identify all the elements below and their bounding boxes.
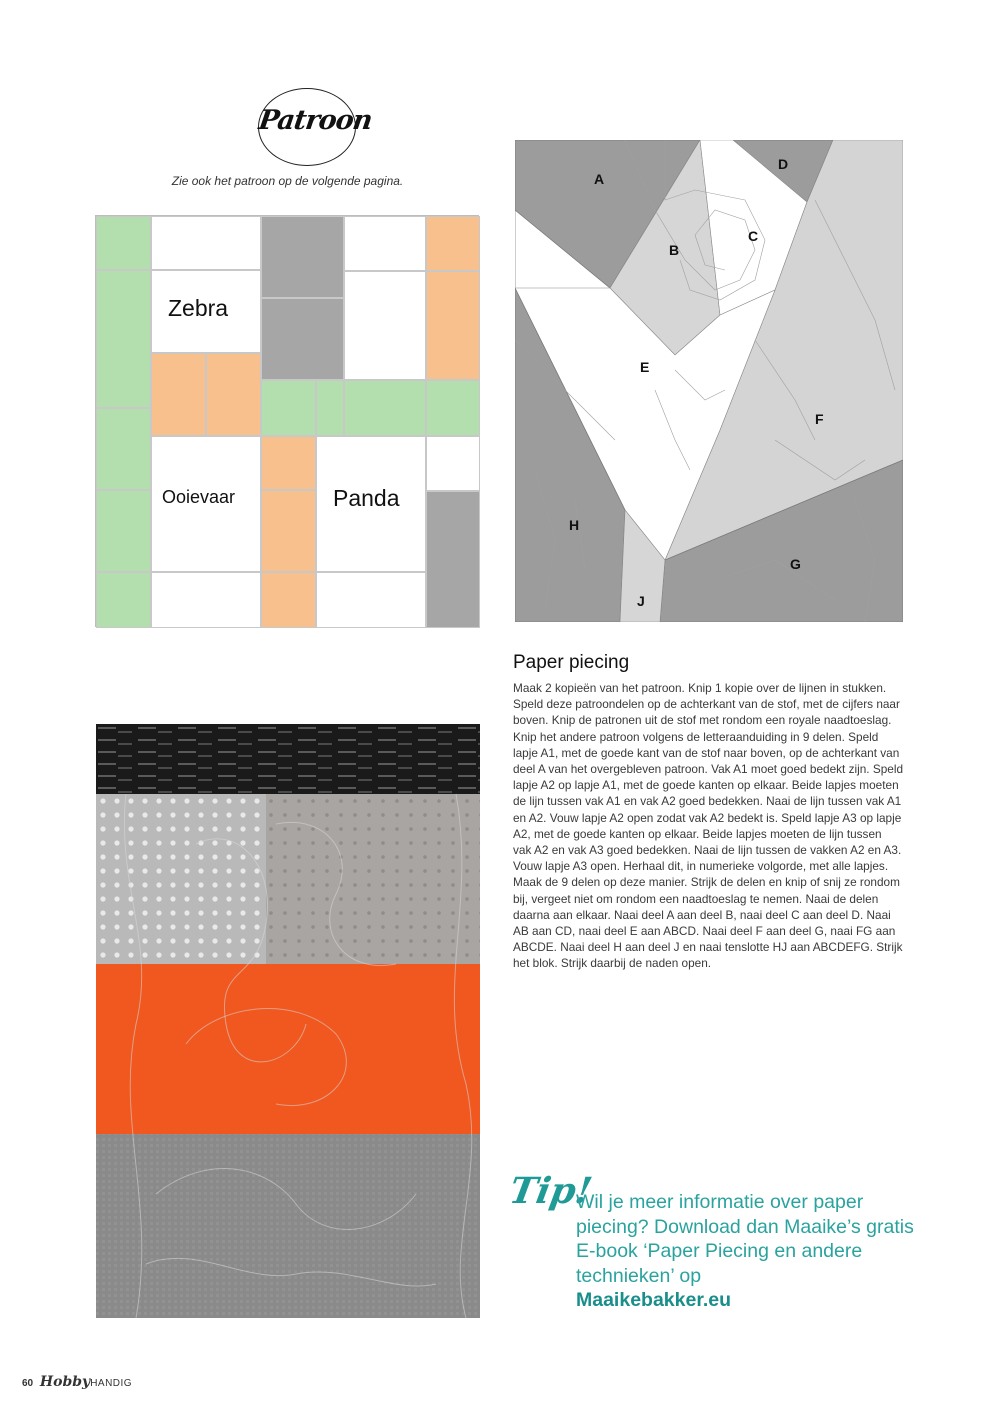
quilt-cell xyxy=(96,270,151,408)
quilt-cell xyxy=(344,271,426,380)
photo-band-dots-dark xyxy=(266,794,480,964)
piece-label: H xyxy=(569,517,580,533)
photo-band-black xyxy=(96,724,480,794)
quilt-cell xyxy=(96,572,151,628)
piece-label: G xyxy=(790,556,801,572)
piece-label: F xyxy=(815,411,824,427)
quilt-cell xyxy=(261,380,316,436)
panda-label: Panda xyxy=(333,485,400,511)
photo-band-gray xyxy=(96,1134,480,1318)
paper-piecing-heading: Paper piecing xyxy=(513,652,630,673)
quilt-cell xyxy=(96,408,151,490)
paper-piecing-instructions: Maak 2 kopieën van het patroon. Knip 1 kopie over de lijnen in stukken. Speld deze patroondelen op de achterkant van de stof, met de cijfers naar boven. Knip de patronen uit de stof met rondom een royale naadtoeslag. Knip het andere patroon volgens de letteraanduiding in 9 delen. Speld lapje A1, met de goede kant van de stof naar boven, op de achterkant van deel A van het overgebleven patroon. Vak A1 moet goed bedekt zijn. Speld lapje A2 op lapje A1, met de goede kanten op elkaar. Beide lapjes moeten de lijn tussen vak A1 en vak A2 goed bedekken. Naai de lijn tussen vak A1 en A2. Vouw lapje A2 open zodat vak A2 bedekt is. Speld lapje A3 op lapje A2, met de goede kanten op elkaar. Beide lapjes moeten de lijn tussen vak A2 en vak A3 goed bedekken. Naai de lijn tussen de vakken A2 en A3. Vouw lapje A3 open. Herhaal dit, in numerieke volgorde, met alle lapjes. Maak de 9 delen op deze manier. Strijk de delen en knip of snij ze rondom bij, vergeet niet om rondom een naadtoeslag te nemen. Naai de delen daarna aan elkaar. Naai deel A aan deel B, naai deel C aan deel D. Naai AB aan CD, naai deel E aan ABCD. Naai deel F aan deel G, naai FG aan ABCDE. Naai deel H aan deel J en naai tenslotte HJ aan ABCDEFG. Strijk het blok. Strijk daarbij de naden open. xyxy=(513,681,904,971)
quilt-block-photo xyxy=(96,724,480,1318)
piece-label: E xyxy=(640,359,650,375)
quilt-cell xyxy=(344,380,426,436)
quilt-cell xyxy=(261,572,316,628)
piece-label: A xyxy=(594,171,605,187)
quilt-cell xyxy=(96,216,151,270)
quilt-cell xyxy=(426,216,480,271)
photo-band-orange xyxy=(96,964,480,1134)
quilt-cell xyxy=(261,298,344,380)
quilt-cell xyxy=(426,436,480,491)
quilt-layout-diagram xyxy=(95,215,479,627)
magazine-logo-bold: Hobby xyxy=(39,1374,91,1390)
quilt-cell xyxy=(261,436,316,490)
badge-title: Patroon xyxy=(256,105,374,136)
page-number: 60 xyxy=(22,1378,34,1389)
piece-label: C xyxy=(748,228,759,244)
quilt-cell xyxy=(261,490,316,572)
quilt-cell xyxy=(261,216,344,298)
quilt-cell xyxy=(426,491,480,628)
quilt-cell xyxy=(151,216,261,270)
tip-link[interactable]: Maaikebakker.eu xyxy=(576,1289,732,1311)
quilt-cell xyxy=(316,572,426,628)
quilt-cell xyxy=(96,490,151,572)
quilt-cell xyxy=(344,216,426,271)
tip-label: Tip! xyxy=(506,1170,596,1212)
quilt-cell xyxy=(151,572,261,628)
ooievaar-label: Ooievaar xyxy=(162,487,236,507)
patroon-badge xyxy=(256,88,374,166)
piece-label: J xyxy=(637,593,645,609)
piece-label: B xyxy=(669,242,680,258)
pattern-subtitle: Zie ook het patroon op de volgende pagina. xyxy=(171,174,404,188)
quilt-cell xyxy=(426,380,480,436)
quilt-cell xyxy=(151,353,206,436)
photo-band-dots xyxy=(96,794,266,964)
tip-body: Wil je meer informatie over paper piecing? Download dan Maaike’s gratis E-book ‘Paper Piecing en andere technieken’ op xyxy=(576,1191,914,1287)
magazine-logo-caps: HANDIG xyxy=(90,1378,133,1389)
quilt-cell xyxy=(206,353,261,436)
quilt-cell xyxy=(316,380,344,436)
tip-text xyxy=(576,1190,916,1313)
piece-label: D xyxy=(778,156,789,172)
quilt-cell xyxy=(426,271,480,380)
zebra-label: Zebra xyxy=(168,295,229,321)
page-footer xyxy=(22,1374,132,1390)
paper-piecing-block-diagram xyxy=(515,140,903,622)
